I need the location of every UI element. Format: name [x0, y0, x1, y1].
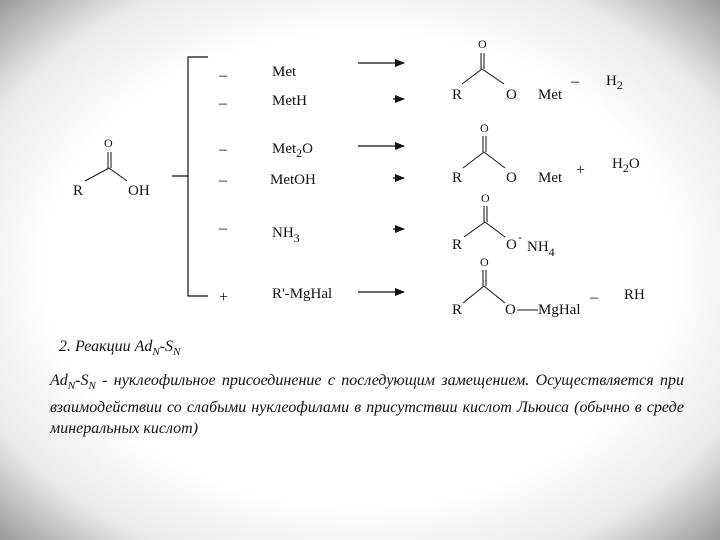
section-title: 2. Реакции $Ad_N-S_N$: [59, 338, 181, 359]
reagent-met: Met: [272, 64, 297, 80]
sign-6: +: [219, 289, 229, 306]
product-1-skeleton: [462, 53, 504, 84]
product-1-r: R: [452, 87, 463, 103]
product-4-o: O: [505, 302, 516, 318]
product-2-byproduct: $H_2O$: [612, 156, 640, 175]
product-2-r: R: [452, 170, 463, 186]
product-2-sign: +: [576, 162, 586, 179]
sign-2: –: [219, 95, 227, 112]
sign-3: –: [219, 141, 227, 158]
product-2-o: O: [506, 170, 517, 186]
product-2-met: Met: [538, 170, 563, 186]
reagent-nh3: $NH_3$: [272, 225, 300, 245]
product-4-byproduct: RH: [624, 287, 645, 303]
product-1-oxygen: O: [478, 37, 487, 51]
reagent-met2o: Met$_2$O: [272, 141, 314, 160]
product-3-ammonium: $NH_4$: [527, 239, 555, 259]
product-3-o: O: [506, 237, 517, 253]
reactant-oh: OH: [128, 183, 150, 199]
sign-5: –: [219, 220, 227, 237]
product-4-skeleton: [463, 270, 538, 310]
product-1-o: O: [506, 87, 517, 103]
product-4-r: R: [452, 302, 463, 318]
product-1-met: Met: [538, 87, 563, 103]
product-1-sign: –: [571, 73, 579, 90]
product-3-skeleton: [464, 206, 505, 237]
sign-1: –: [219, 67, 227, 84]
reagent-grignard: R'-MgHal: [272, 286, 333, 302]
reactant-r: R: [73, 183, 84, 199]
reactant-acid: [85, 152, 127, 181]
product-4-sign: –: [590, 289, 598, 306]
sign-4: –: [219, 172, 227, 189]
product-1-byproduct: $H_2$: [606, 73, 623, 92]
term-adn-sn: $Ad_N-S_N$: [50, 372, 96, 393]
product-4-oxygen: O: [480, 255, 489, 269]
reactant-oxygen: O: [104, 136, 113, 150]
product-2-oxygen: O: [480, 121, 489, 135]
definition-paragraph: [50, 370, 684, 439]
reagent-bracket: [172, 57, 208, 296]
product-3-charge: -: [518, 230, 522, 244]
product-2-skeleton: [463, 136, 505, 168]
definition-text: - нуклеофильное присоединение с последующим замещением. Осуществляется при взаимодействии со слабыми нуклеофилами в присутствии кислот Льюиса (обычно в среде минеральных кислот): [50, 372, 684, 438]
reaction-arrows: [358, 63, 404, 292]
reagent-metoh: MetOH: [270, 172, 316, 188]
product-4-mghal: MgHal: [538, 302, 581, 318]
reagent-meth: MetH: [272, 93, 307, 109]
product-3-r: R: [452, 237, 463, 253]
product-3-oxygen: O: [481, 191, 490, 205]
